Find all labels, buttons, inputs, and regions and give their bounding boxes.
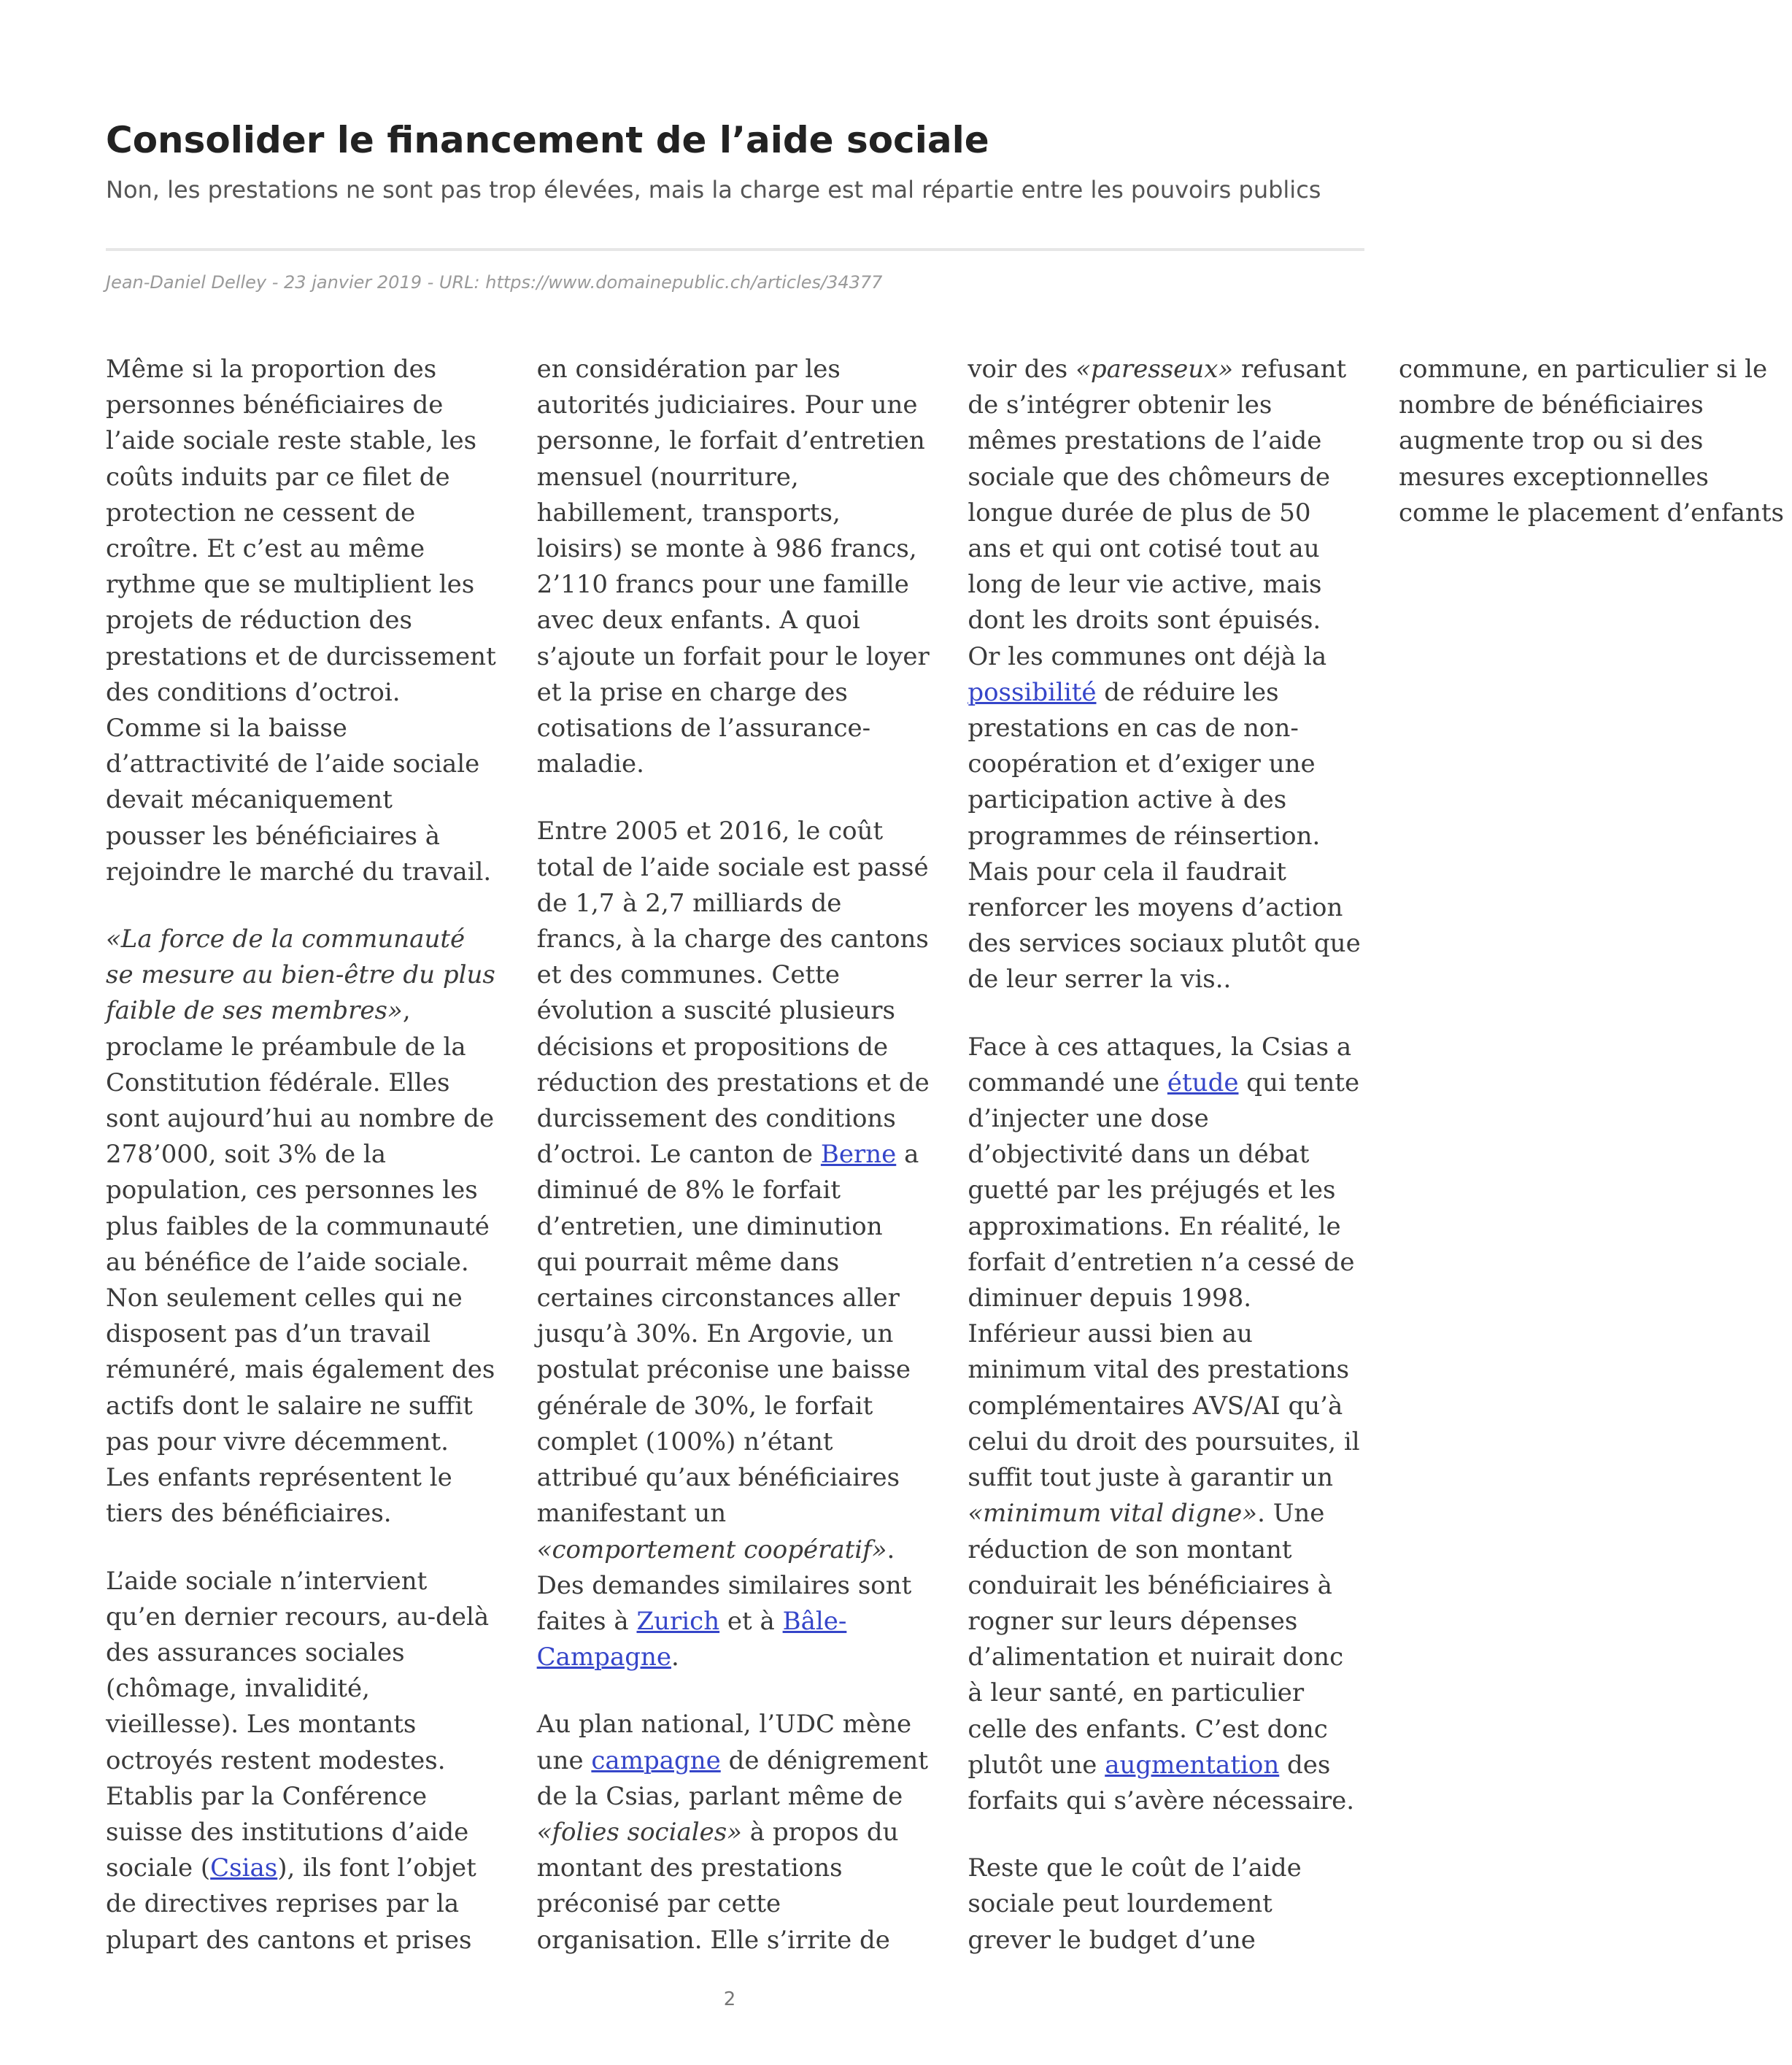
paragraph-4-text-c: . Des demandes similaires sont faites à xyxy=(536,1535,912,1636)
folies-sociales-quote: «folies sociales» xyxy=(536,1817,742,1847)
paragraph-4-text-a: Entre 2005 et 2016, le coût total de l’aide sociale est passé de 1,7 à 2,7 milliards de francs, à la charge des cantons et des communes. Cette évolution a suscité plusieurs décisions et propositions de réduction des prestations et de durcissement des conditions d’octroi. Le canton de xyxy=(536,817,930,1170)
paragraph-4-text-d: et à xyxy=(719,1606,783,1636)
paragraph-5-text-d: refusant de s’intégrer obtenir les mêmes prestations de l’aide sociale que des chômeurs de longue durée de plus de 50 ans et qui ont cotisé tout au long de leur vie active, mais dont les droits sont épuisés. Or les communes ont déjà la xyxy=(968,355,1347,671)
paresseux-quote: «paresseux» xyxy=(1075,355,1234,384)
paragraph-5-text-b: de dénigrement de la Csias, parlant même de xyxy=(536,1745,928,1811)
article-header xyxy=(106,117,1364,206)
paragraph-5-text-e: de réduire les prestations en cas de non-coopération et d’exiger une participation active à des programmes de réinsertion. Mais pour cela il faudrait renforcer les moyens d’action des services sociaux plutôt que de leur serrer la vis.. xyxy=(968,677,1361,995)
etude-link[interactable]: étude xyxy=(1167,1068,1239,1097)
csias-link[interactable]: Csias xyxy=(210,1853,278,1883)
page-number: 2 xyxy=(723,1988,736,2010)
header-divider xyxy=(106,248,1364,251)
paragraph-1: Même si la proportion des personnes bénéficiaires de l’aide sociale reste stable, les coûts induits par ce filet de protection ne cessent de croître. Et c’est au même rythme que se multiplient les projets de réduction des prestations et de durcissement des conditions d’octroi. Comme si la baisse d’attractivité de l’aide sociale devait mécaniquement pousser les bénéficiaires à rejoindre le marché du travail. xyxy=(106,355,496,887)
paragraph-4 xyxy=(537,814,930,1675)
article-subtitle: Non, les prestations ne sont pas trop élevées, mais la charge est mal répartie entre les pouvoirs publics xyxy=(106,176,1321,204)
possibilite-link[interactable]: possibilité xyxy=(968,677,1097,707)
paragraph-5-text-a: Au plan national, l’UDC mène une xyxy=(536,1710,912,1775)
paragraph-4-text-e: . xyxy=(671,1643,679,1672)
paragraph-6-text-a: Face à ces attaques, la Csias a commandé une xyxy=(968,1032,1352,1097)
paragraph-4-quote: «comportement coopératif» xyxy=(536,1535,887,1564)
minimum-vital-quote: «minimum vital digne» xyxy=(968,1499,1258,1529)
constitution-quote: «La force de la communauté se mesure au bien-être du plus faible de ses membres» xyxy=(106,925,495,1026)
article-meta: Jean-Daniel Delley - 23 janvier 2019 - URL: https://www.domainepublic.ch/articles/34377 xyxy=(106,272,883,293)
paragraph-5-text-c: à propos du montant des prestations préconisé par cette organisation. Elle s’irrite de voir des xyxy=(536,355,1076,1955)
paragraph-6-text-c: . Une réduction de son montant conduirait les bénéficiaires à rogner sur leurs dépenses d’alimentation et nuirait donc à leur santé, en particulier celle des enfants. C’est donc plutôt une xyxy=(968,1499,1344,1780)
paragraph-3-text-b: ), ils font l’objet de directives reprises par la plupart des cantons et prises en considération par les autorités judiciaires. Pour une personne, le forfait d’entretien mensuel (nourriture, habillement, transports, loisirs) se monte à 986 francs, 2’110 francs pour une famille avec deux enfants. A quoi s’ajoute un forfait pour le loyer et la prise en charge des cotisations de l’assurance-maladie. xyxy=(106,355,930,1955)
paragraph-2 xyxy=(106,922,499,1532)
paragraph-2-text: , proclame le préambule de la Constitution fédérale. Elles sont aujourd’hui au nombre de 278’000, soit 3% de la population, ces personnes les plus faibles de la communauté au bénéfice de l’aide sociale. Non seulement celles qui ne disposent pas d’un travail rémunéré, mais également des actifs dont le salaire ne suffit pas pour vivre décemment. Les enfants représentent le tiers des bénéficiaires. xyxy=(106,996,495,1529)
paragraph-6 xyxy=(968,1030,1361,1819)
article-title: Consolider le financement de l’aide sociale xyxy=(106,119,989,161)
zurich-link[interactable]: Zurich xyxy=(636,1606,720,1636)
paragraph-3-text-a: L’aide sociale n’intervient qu’en dernier recours, au-delà des assurances sociales (chômage, invalidité, vieillesse). Les montants octroyés restent modestes. Etablis par la Conférence suisse des institutions d’aide sociale ( xyxy=(106,1566,490,1883)
paragraph-6-text-b: qui tente d’injecter une dose d’objectivité dans un débat guetté par les préjugés et les approximations. En réalité, le forfait d’entretien n’a cessé de diminuer depuis 1998. Inférieur aussi bien au minimum vital des prestations complémentaires AVS/AI qu’à celui du droit des poursuites, il suffit tout juste à garantir un xyxy=(968,1068,1360,1493)
article-body xyxy=(106,352,1784,1964)
paragraph-4-text-b: a diminué de 8% le forfait d’entretien, une diminution qui pourrait même dans certaines circonstances aller jusqu’à 30%. En Argovie, un postulat préconise une baisse générale de 30%, le forfait complet (100%) n’étant attribué qu’aux bénéficiaires manifestant un xyxy=(536,1140,919,1529)
berne-link[interactable]: Berne xyxy=(820,1140,897,1170)
campagne-link[interactable]: campagne xyxy=(591,1745,721,1775)
paragraph-6-text-d: des forfaits qui s’avère nécessaire. xyxy=(968,1750,1355,1815)
augmentation-link[interactable]: augmentation xyxy=(1105,1750,1280,1780)
bale-campagne-link[interactable]: Bâle-Campagne xyxy=(536,1606,847,1672)
paragraph-7: Reste que le coût de l’aide sociale peut lourdement grever le budget d’une commune, en particulier si le nombre de bénéficiaires augmente trop ou si des mesures exceptionnelles comme le placement d’enfants xyxy=(968,355,1784,1955)
